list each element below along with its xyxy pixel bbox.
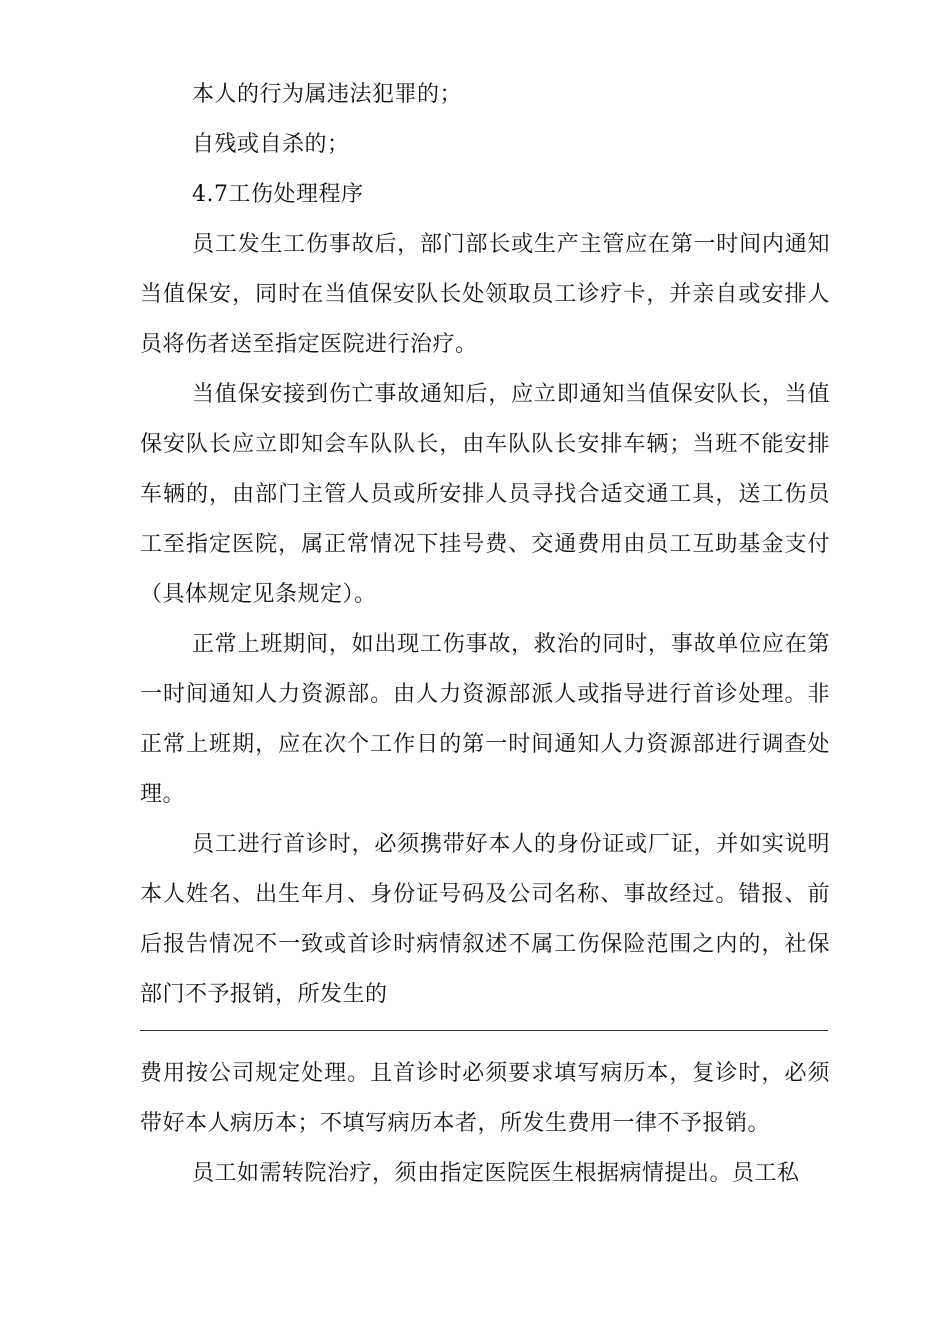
paragraph-first-diagnosis: 员工进行首诊时，必须携带好本人的身份证或厂证，并如实说明本人姓名、出生年月、身份证号码及公司名称、事故经过。错报、前后报告情况不一致或首诊时病情叙述不属工伤保险范围之内的，社保部门不予报销，所发生的 xyxy=(140,832,830,1007)
page-content-bottom xyxy=(140,1049,830,1199)
paragraph-hospital-transfer: 员工如需转院治疗，须由指定医院医生根据病情提出。员工私 xyxy=(192,1161,800,1186)
paragraph-security-vehicle: 当值保安接到伤亡事故通知后，应立即通知当值保安队长，当值保安队长应立即知会车队队长，由车队队长安排车辆；当班不能安排车辆的，由部门主管人员或所安排人员寻找合适交通工具，送工伤员工至指定医院，属正常情况下挂号费、交通费用由员工互助基金支付（具体规定见条规定）。 xyxy=(140,382,830,607)
paragraph-self-harm: 自残或自杀的； xyxy=(192,132,350,157)
section-heading-injury-procedure: 4.7工伤处理程序 xyxy=(192,182,364,207)
paragraph-working-hours: 正常上班期间，如出现工伤事故，救治的同时，事故单位应在第一时间通知人力资源部。由人力资源部派人或指导进行首诊处理。非正常上班期，应在次个工作日的第一时间通知人力资源部进行调查处理。 xyxy=(140,632,830,807)
paragraph-accident-notification: 员工发生工伤事故后，部门部长或生产主管应在第一时间内通知当值保安，同时在当值保安队长处领取员工诊疗卡，并亲自或安排人员将伤者送至指定医院进行治疗。 xyxy=(140,232,830,357)
paragraph-criminal-behavior: 本人的行为属违法犯罪的； xyxy=(192,82,463,107)
paragraph-expense-handling: 费用按公司规定处理。且首诊时必须要求填写病历本，复诊时，必须带好本人病历本；不填写病历本者，所发生费用一律不予报销。 xyxy=(140,1061,830,1136)
page-break-divider xyxy=(140,1030,828,1031)
page-content-top xyxy=(140,70,830,1020)
